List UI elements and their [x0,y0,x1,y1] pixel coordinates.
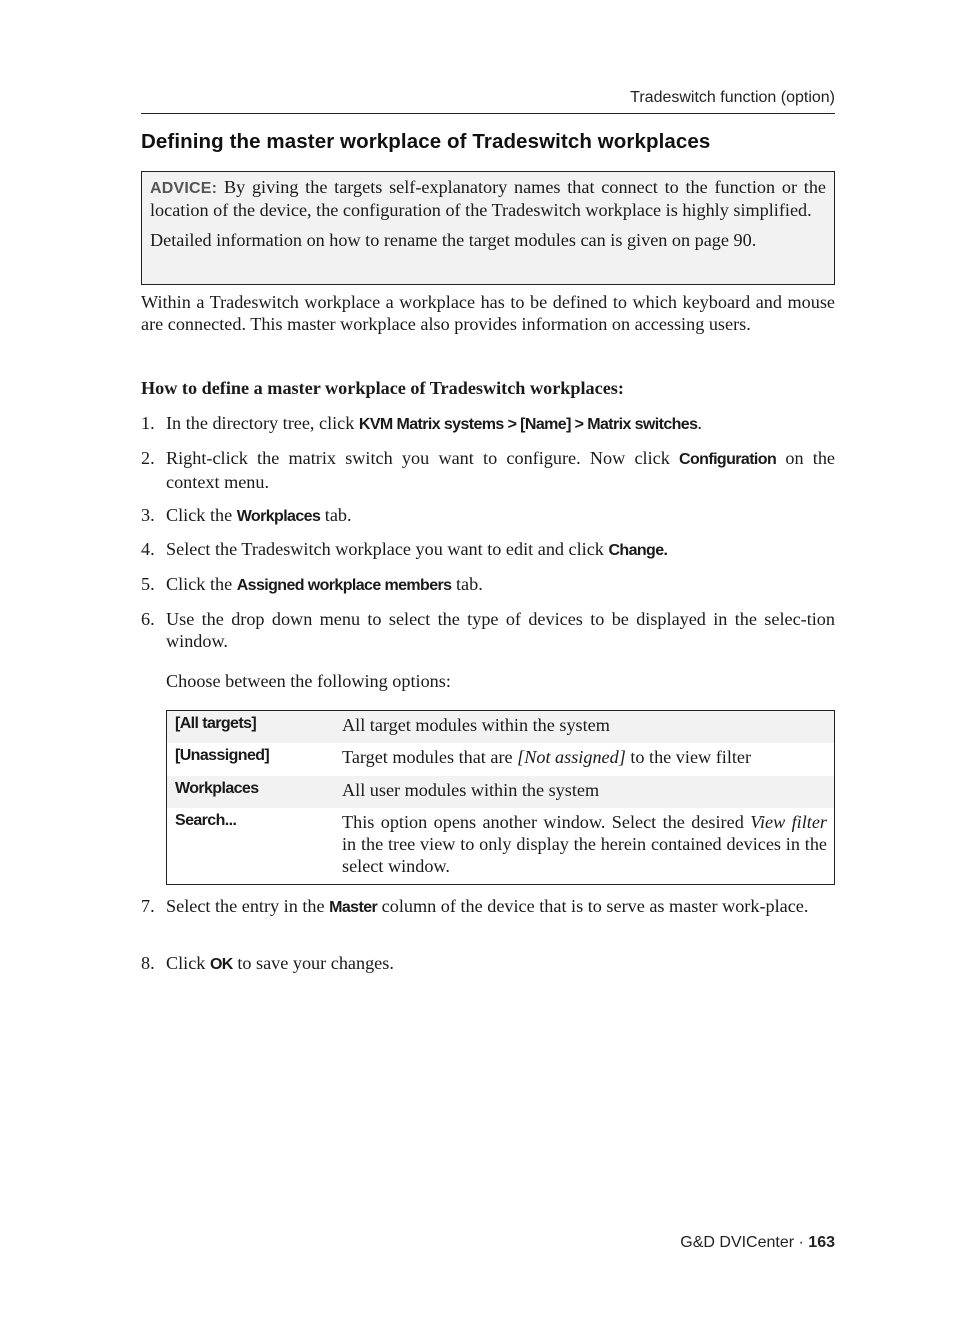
step-number: 2. [141,448,155,468]
step-8 [141,952,835,976]
ui-term: OK [209,956,233,973]
step-text: to save your changes. [232,953,394,973]
step-7 [141,895,835,919]
ui-path: KVM Matrix systems > [Name] > Matrix switches [358,416,698,433]
step-text: on the context menu. [166,448,835,492]
option-key: Search... [175,812,237,829]
step-text: column of the device that is to serve as master work-place. [377,896,809,916]
page-footer [680,1234,835,1252]
advice-label: ADVICE: [150,180,218,197]
step-text: Select the Tradeswitch workplace you want to edit and click [166,539,609,559]
step-number: 5. [141,574,155,594]
section-title: Defining the master workplace of Tradeswitch workplaces [141,130,711,153]
step-4 [141,538,835,562]
options-row [167,743,834,776]
step-5 [141,573,835,597]
ui-term: Workplaces [236,508,321,525]
choose-text: Choose between the following options: [166,671,451,691]
howto-heading: How to define a master workplace of Tradeswitch workplaces: [141,378,624,398]
step-number: 8. [141,953,155,973]
ui-term: Assigned workplace members [236,577,452,594]
step-1 [141,412,835,436]
step-text: Click the [166,574,237,594]
option-description: All target modules within the system [342,715,610,735]
intro-paragraph: Within a Tradeswitch workplace a workplace has to be defined to which keyboard and mouse are connected. This master workplace also provides information on accessing users. [141,292,835,334]
step-number: 7. [141,896,155,916]
footer-product: G&D DVICenter · [680,1234,809,1251]
step-text: tab. [451,574,483,594]
running-header: Tradeswitch function (option) [630,89,835,106]
step-text: Right-click the matrix switch you want to configure. Now click [166,448,680,468]
step-6 [141,608,835,654]
step-text: . [697,413,702,433]
option-key: [All targets] [175,715,257,732]
option-key: Workplaces [175,780,259,797]
step-text: Select the entry in the [166,896,330,916]
step-text: tab. [320,505,352,525]
options-table [166,710,835,885]
step-text: In the directory tree, click [166,413,359,433]
step-text: Click the [166,505,237,525]
advice-paragraph-1 [150,177,826,221]
ui-term: Master [329,899,378,916]
option-description: This option opens another window. Select the desired View filter in the tree view to only display the herein contained devices in the select window. [342,812,827,876]
advice-paragraph-2: Detailed information on how to rename the target modules can is given on page 90. [150,230,757,250]
step-number: 4. [141,539,155,559]
step-number: 1. [141,413,155,433]
ui-term: Configuration [679,451,777,468]
option-description: All user modules within the system [342,780,600,800]
page-number: 163 [808,1234,835,1251]
advice-text-1: By giving the targets self-explanatory names that connect to the function or the location of the device, the configuration of the Tradeswitch workplace is highly simplified. [150,177,826,220]
options-row [167,808,834,884]
step-number: 6. [141,609,155,629]
option-key: [Unassigned] [175,747,270,764]
option-description: Target modules that are [Not assigned] to the view filter [342,747,752,767]
step-text: Click [166,953,210,973]
step-3 [141,504,835,528]
step-2 [141,447,835,493]
step-number: 3. [141,505,155,525]
step-text: Use the drop down menu to select the type of devices to be displayed in the selec-tion window. [166,609,835,651]
options-row [167,776,834,808]
ui-term: Change. [608,542,668,559]
header-rule [141,113,835,114]
advice-box [141,171,835,285]
options-row [167,711,834,743]
